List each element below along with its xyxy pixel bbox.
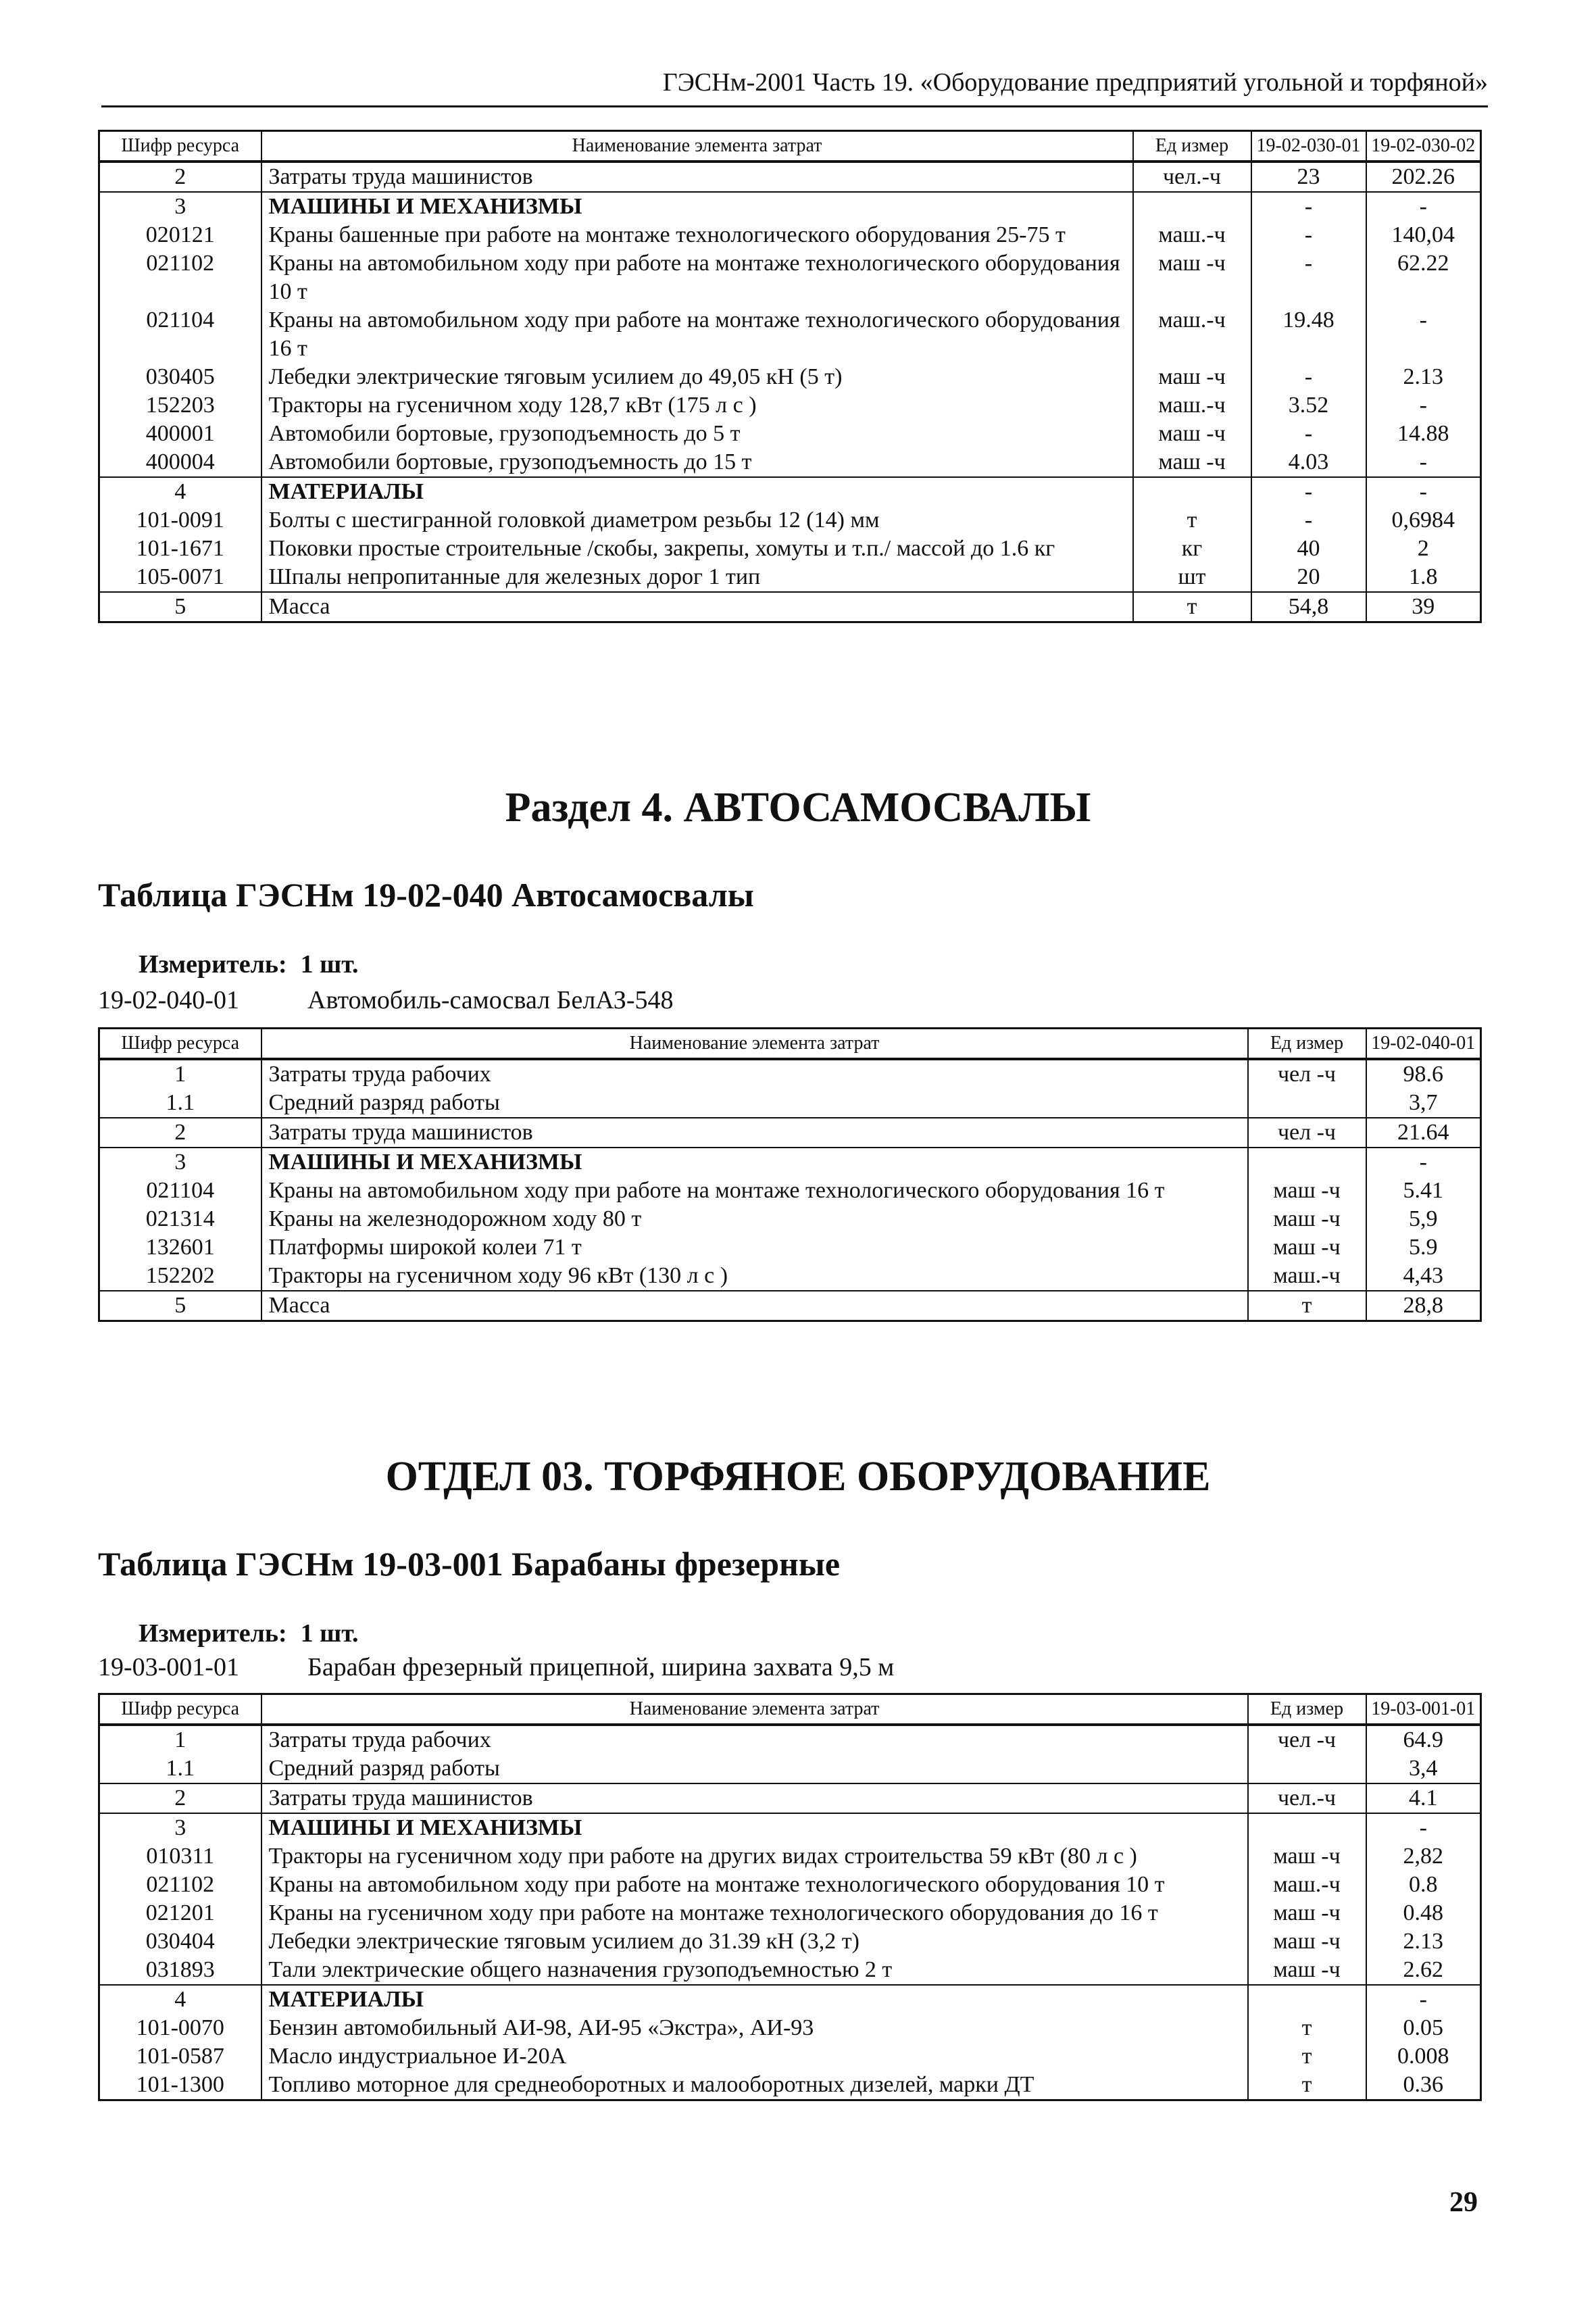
resource-unit: маш -ч bbox=[1248, 1899, 1366, 1927]
header-norm-1: 19-02-040-01 bbox=[1366, 1029, 1481, 1060]
resource-code: 2 bbox=[99, 162, 261, 192]
resource-name: МАТЕРИАЛЫ bbox=[261, 1985, 1248, 2014]
table-row bbox=[99, 1899, 1481, 1927]
resource-unit: маш.-ч bbox=[1133, 391, 1251, 420]
value-norm-2: 140,04 bbox=[1366, 221, 1481, 249]
table-row bbox=[99, 1985, 1481, 2014]
resource-name: Лебедки электрические тяговым усилием до 49,05 кН (5 т) bbox=[261, 363, 1133, 391]
value-norm-2: 0,6984 bbox=[1366, 506, 1481, 535]
resource-unit: т bbox=[1248, 1291, 1366, 1321]
norm-line bbox=[98, 985, 674, 1015]
value-norm-2: 14.88 bbox=[1366, 420, 1481, 448]
meter-line bbox=[139, 1619, 359, 1648]
header-name: Наименование элемента затрат bbox=[261, 1694, 1248, 1725]
table-row bbox=[99, 1262, 1481, 1291]
value-norm-1: - bbox=[1366, 1148, 1481, 1177]
resource-code: 105-0071 bbox=[99, 563, 261, 592]
resource-unit bbox=[1133, 192, 1251, 221]
resource-code: 021314 bbox=[99, 1205, 261, 1233]
value-norm-1: 2.13 bbox=[1366, 1927, 1481, 1956]
resource-name: Краны на автомобильном ходу при работе на монтаже технологического оборудования 10 т bbox=[261, 1871, 1248, 1899]
resource-name: МАШИНЫ И МЕХАНИЗМЫ bbox=[261, 192, 1133, 221]
resource-code: 030405 bbox=[99, 363, 261, 391]
resource-unit bbox=[1248, 1089, 1366, 1118]
value-norm-2: - bbox=[1366, 306, 1481, 363]
value-norm-2: - bbox=[1366, 391, 1481, 420]
table-row bbox=[99, 1089, 1481, 1118]
table-row bbox=[99, 306, 1481, 363]
table-row bbox=[99, 563, 1481, 592]
resource-code: 5 bbox=[99, 1291, 261, 1321]
header-unit: Ед измер bbox=[1248, 1694, 1366, 1725]
value-norm-1: 3,7 bbox=[1366, 1089, 1481, 1118]
resource-name: Бензин автомобильный АИ-98, АИ-95 «Экстра», АИ-93 bbox=[261, 2014, 1248, 2042]
resource-unit: маш -ч bbox=[1133, 448, 1251, 477]
header-norm-1: 19-02-030-01 bbox=[1251, 131, 1366, 162]
resource-name: Тали электрические общего назначения грузоподъемностью 2 т bbox=[261, 1956, 1248, 1985]
meter-line bbox=[139, 950, 359, 979]
value-norm-1: 98.6 bbox=[1366, 1059, 1481, 1089]
header-unit: Ед измер bbox=[1133, 131, 1251, 162]
resource-unit: маш -ч bbox=[1248, 1177, 1366, 1205]
header-code: Шифр ресурса bbox=[99, 1694, 261, 1725]
resource-code: 101-1300 bbox=[99, 2071, 261, 2100]
meter-label: Измеритель: bbox=[139, 950, 287, 979]
resource-unit bbox=[1248, 1813, 1366, 1842]
resource-name: Тракторы на гусеничном ходу 128,7 кВт (175 л с ) bbox=[261, 391, 1133, 420]
resource-name: Автомобили бортовые, грузоподъемность до 5 т bbox=[261, 420, 1133, 448]
table-row bbox=[99, 1059, 1481, 1089]
value-norm-1: 0.05 bbox=[1366, 2014, 1481, 2042]
resource-name: Поковки простые строительные /скобы, закрепы, хомуты и т.п./ массой до 1.6 кг bbox=[261, 535, 1133, 563]
meter-label: Измеритель: bbox=[139, 1619, 287, 1648]
resource-code: 020121 bbox=[99, 221, 261, 249]
value-norm-1: 5.41 bbox=[1366, 1177, 1481, 1205]
resource-unit: т bbox=[1248, 2014, 1366, 2042]
value-norm-1: 40 bbox=[1251, 535, 1366, 563]
resource-code: 3 bbox=[99, 1148, 261, 1177]
resource-unit: кг bbox=[1133, 535, 1251, 563]
value-norm-1: 54,8 bbox=[1251, 592, 1366, 622]
value-norm-1: 0.008 bbox=[1366, 2042, 1481, 2071]
resource-unit: т bbox=[1133, 506, 1251, 535]
value-norm-2: 62.22 bbox=[1366, 249, 1481, 306]
table-row bbox=[99, 1813, 1481, 1842]
resource-name: Масса bbox=[261, 1291, 1248, 1321]
table-row bbox=[99, 363, 1481, 391]
resource-code: 3 bbox=[99, 192, 261, 221]
table-row bbox=[99, 1177, 1481, 1205]
resource-unit: т bbox=[1248, 2042, 1366, 2071]
value-norm-1: - bbox=[1251, 506, 1366, 535]
value-norm-1: 0.36 bbox=[1366, 2071, 1481, 2100]
value-norm-1: - bbox=[1251, 420, 1366, 448]
resource-name: Краны на автомобильном ходу при работе на монтаже технологического оборудования 16 т bbox=[261, 1177, 1248, 1205]
resource-code: 021104 bbox=[99, 306, 261, 363]
norm-code: 19-03-001-01 bbox=[98, 1653, 239, 1681]
resource-name: Тракторы на гусеничном ходу 96 кВт (130 л с ) bbox=[261, 1262, 1248, 1291]
value-norm-1: - bbox=[1366, 1813, 1481, 1842]
resource-unit bbox=[1133, 477, 1251, 506]
resource-unit: маш -ч bbox=[1133, 363, 1251, 391]
meter-value: 1 шт. bbox=[300, 1619, 359, 1648]
resource-code: 030404 bbox=[99, 1927, 261, 1956]
resource-unit: чел.-ч bbox=[1133, 162, 1251, 192]
value-norm-2: - bbox=[1366, 192, 1481, 221]
value-norm-1: 5,9 bbox=[1366, 1205, 1481, 1233]
value-norm-1: 23 bbox=[1251, 162, 1366, 192]
table-row bbox=[99, 2042, 1481, 2071]
value-norm-1: - bbox=[1366, 1985, 1481, 2014]
header-name: Наименование элемента затрат bbox=[261, 1029, 1248, 1060]
resource-name: Масло индустриальное И-20А bbox=[261, 2042, 1248, 2071]
resource-code: 152202 bbox=[99, 1262, 261, 1291]
resource-unit bbox=[1248, 1148, 1366, 1177]
value-norm-1: 2,82 bbox=[1366, 1842, 1481, 1871]
resource-code: 5 bbox=[99, 592, 261, 622]
resource-name: Краны башенные при работе на монтаже технологического оборудования 25-75 т bbox=[261, 221, 1133, 249]
resource-unit: маш -ч bbox=[1248, 1927, 1366, 1956]
resource-unit: маш -ч bbox=[1248, 1842, 1366, 1871]
resource-unit: маш -ч bbox=[1133, 249, 1251, 306]
resource-name: Средний разряд работы bbox=[261, 1089, 1248, 1118]
table-row bbox=[99, 1956, 1481, 1985]
resource-unit: маш.-ч bbox=[1133, 306, 1251, 363]
value-norm-1: - bbox=[1251, 477, 1366, 506]
table-row bbox=[99, 1118, 1481, 1148]
table-row bbox=[99, 506, 1481, 535]
resource-unit: шт bbox=[1133, 563, 1251, 592]
table-row bbox=[99, 2014, 1481, 2042]
resource-code: 400004 bbox=[99, 448, 261, 477]
resource-code: 031893 bbox=[99, 1956, 261, 1985]
table-row bbox=[99, 1783, 1481, 1813]
table-row bbox=[99, 1205, 1481, 1233]
resource-name: Средний разряд работы bbox=[261, 1754, 1248, 1783]
resource-name: Лебедки электрические тяговым усилием до 31.39 кН (3,2 т) bbox=[261, 1927, 1248, 1956]
value-norm-1: 4.03 bbox=[1251, 448, 1366, 477]
value-norm-1: 0.8 bbox=[1366, 1871, 1481, 1899]
resource-name: Краны на автомобильном ходу при работе на монтаже технологического оборудования 16 т bbox=[261, 306, 1133, 363]
table-row bbox=[99, 249, 1481, 306]
value-norm-2: 2 bbox=[1366, 535, 1481, 563]
resource-name: Масса bbox=[261, 592, 1133, 622]
resource-name: Затраты труда машинистов bbox=[261, 162, 1133, 192]
value-norm-1: 64.9 bbox=[1366, 1725, 1481, 1754]
table-row bbox=[99, 420, 1481, 448]
resource-unit: т bbox=[1133, 592, 1251, 622]
table-row bbox=[99, 1871, 1481, 1899]
resource-unit: т bbox=[1248, 2071, 1366, 2100]
resource-name: Автомобили бортовые, грузоподъемность до 15 т bbox=[261, 448, 1133, 477]
resource-code: 2 bbox=[99, 1118, 261, 1148]
table-row bbox=[99, 477, 1481, 506]
resource-code: 132601 bbox=[99, 1233, 261, 1262]
running-head: ГЭСНм-2001 Часть 19. «Оборудование предприятий угольной и торфяной» bbox=[101, 68, 1488, 107]
value-norm-1: 4,43 bbox=[1366, 1262, 1481, 1291]
value-norm-1: 2.62 bbox=[1366, 1956, 1481, 1985]
resource-table-19-02-040 bbox=[98, 1027, 1482, 1322]
header-norm-2: 19-02-030-02 bbox=[1366, 131, 1481, 162]
value-norm-2: 1.8 bbox=[1366, 563, 1481, 592]
resource-name: МАШИНЫ И МЕХАНИЗМЫ bbox=[261, 1813, 1248, 1842]
header-unit: Ед измер bbox=[1248, 1029, 1366, 1060]
table-row bbox=[99, 391, 1481, 420]
resource-code: 1.1 bbox=[99, 1754, 261, 1783]
norm-line bbox=[98, 1652, 895, 1682]
resource-table-19-02-030 bbox=[98, 130, 1482, 623]
resource-name: Краны на железнодорожном ходу 80 т bbox=[261, 1205, 1248, 1233]
resource-code: 400001 bbox=[99, 420, 261, 448]
resource-unit bbox=[1248, 1754, 1366, 1783]
value-norm-1: 19.48 bbox=[1251, 306, 1366, 363]
resource-name: Затраты труда рабочих bbox=[261, 1725, 1248, 1754]
value-norm-1: - bbox=[1251, 249, 1366, 306]
resource-code: 3 bbox=[99, 1813, 261, 1842]
page-number: 29 bbox=[1449, 2187, 1478, 2218]
table-row bbox=[99, 1754, 1481, 1783]
meter-value: 1 шт. bbox=[300, 950, 359, 979]
resource-code: 1 bbox=[99, 1725, 261, 1754]
department-heading: ОТДЕЛ 03. ТОРФЯНОЕ ОБОРУДОВАНИЕ bbox=[385, 1454, 1211, 1500]
resource-name: Топливо моторное для среднеоборотных и малооборотных дизелей, марки ДТ bbox=[261, 2071, 1248, 2100]
resource-unit: маш -ч bbox=[1133, 420, 1251, 448]
table-row bbox=[99, 192, 1481, 221]
value-norm-1: 3,4 bbox=[1366, 1754, 1481, 1783]
table-row bbox=[99, 162, 1481, 192]
resource-name: МАШИНЫ И МЕХАНИЗМЫ bbox=[261, 1148, 1248, 1177]
resource-name: Затраты труда машинистов bbox=[261, 1118, 1248, 1148]
resource-name: МАТЕРИАЛЫ bbox=[261, 477, 1133, 506]
header-code: Шифр ресурса bbox=[99, 131, 261, 162]
resource-code: 021104 bbox=[99, 1177, 261, 1205]
value-norm-1: 3.52 bbox=[1251, 391, 1366, 420]
table-row bbox=[99, 535, 1481, 563]
value-norm-1: - bbox=[1251, 221, 1366, 249]
value-norm-1: 28,8 bbox=[1366, 1291, 1481, 1321]
table-row bbox=[99, 448, 1481, 477]
section-heading: Раздел 4. АВТОСАМОСВАЛЫ bbox=[505, 785, 1091, 831]
resource-name: Болты с шестигранной головкой диаметром резьбы 12 (14) мм bbox=[261, 506, 1133, 535]
table-row bbox=[99, 221, 1481, 249]
table-row bbox=[99, 592, 1481, 622]
resource-unit: маш.-ч bbox=[1133, 221, 1251, 249]
table-row bbox=[99, 1927, 1481, 1956]
table-row bbox=[99, 2071, 1481, 2100]
table-row bbox=[99, 1233, 1481, 1262]
norm-description: Автомобиль-самосвал БелАЗ-548 bbox=[307, 986, 674, 1014]
resource-code: 101-0587 bbox=[99, 2042, 261, 2071]
resource-name: Затраты труда рабочих bbox=[261, 1059, 1248, 1089]
table-title: Таблица ГЭСНм 19-03-001 Барабаны фрезерные bbox=[98, 1545, 841, 1583]
resource-unit: чел -ч bbox=[1248, 1059, 1366, 1089]
norm-description: Барабан фрезерный прицепной, ширина захвата 9,5 м bbox=[307, 1653, 895, 1681]
resource-name: Затраты труда машинистов bbox=[261, 1783, 1248, 1813]
resource-code: 021102 bbox=[99, 249, 261, 306]
resource-unit: чел.-ч bbox=[1248, 1783, 1366, 1813]
resource-unit: чел -ч bbox=[1248, 1118, 1366, 1148]
header-code: Шифр ресурса bbox=[99, 1029, 261, 1060]
value-norm-1: 20 bbox=[1251, 563, 1366, 592]
resource-code: 101-0091 bbox=[99, 506, 261, 535]
table-row bbox=[99, 1291, 1481, 1321]
table-row bbox=[99, 1725, 1481, 1754]
value-norm-2: - bbox=[1366, 448, 1481, 477]
resource-unit: маш.-ч bbox=[1248, 1871, 1366, 1899]
resource-code: 4 bbox=[99, 1985, 261, 2014]
value-norm-1: 5.9 bbox=[1366, 1233, 1481, 1262]
table-title: Таблица ГЭСНм 19-02-040 Автосамосвалы bbox=[98, 876, 754, 914]
value-norm-1: 21.64 bbox=[1366, 1118, 1481, 1148]
resource-unit: маш.-ч bbox=[1248, 1262, 1366, 1291]
resource-code: 101-1671 bbox=[99, 535, 261, 563]
resource-name: Тракторы на гусеничном ходу при работе на других видах строительства 59 кВт (80 л с ) bbox=[261, 1842, 1248, 1871]
resource-code: 101-0070 bbox=[99, 2014, 261, 2042]
value-norm-1: - bbox=[1251, 192, 1366, 221]
table-row bbox=[99, 1842, 1481, 1871]
resource-code: 152203 bbox=[99, 391, 261, 420]
table-row bbox=[99, 1148, 1481, 1177]
resource-unit: маш -ч bbox=[1248, 1233, 1366, 1262]
header-norm-1: 19-03-001-01 bbox=[1366, 1694, 1481, 1725]
resource-name: Краны на гусеничном ходу при работе на монтаже технологического оборудования до 16 т bbox=[261, 1899, 1248, 1927]
resource-code: 1.1 bbox=[99, 1089, 261, 1118]
value-norm-2: - bbox=[1366, 477, 1481, 506]
value-norm-2: 39 bbox=[1366, 592, 1481, 622]
resource-code: 021102 bbox=[99, 1871, 261, 1899]
resource-name: Краны на автомобильном ходу при работе на монтаже технологического оборудования 10 т bbox=[261, 249, 1133, 306]
resource-unit: чел -ч bbox=[1248, 1725, 1366, 1754]
norm-code: 19-02-040-01 bbox=[98, 986, 239, 1014]
resource-unit bbox=[1248, 1985, 1366, 2014]
value-norm-1: 0.48 bbox=[1366, 1899, 1481, 1927]
resource-table-19-03-001 bbox=[98, 1693, 1482, 2101]
resource-code: 010311 bbox=[99, 1842, 261, 1871]
header-name: Наименование элемента затрат bbox=[261, 131, 1133, 162]
resource-code: 021201 bbox=[99, 1899, 261, 1927]
resource-code: 4 bbox=[99, 477, 261, 506]
value-norm-1: 4.1 bbox=[1366, 1783, 1481, 1813]
resource-unit: маш -ч bbox=[1248, 1205, 1366, 1233]
resource-name: Шпалы непропитанные для железных дорог 1 тип bbox=[261, 563, 1133, 592]
resource-code: 1 bbox=[99, 1059, 261, 1089]
value-norm-2: 2.13 bbox=[1366, 363, 1481, 391]
resource-code: 2 bbox=[99, 1783, 261, 1813]
resource-unit: маш -ч bbox=[1248, 1956, 1366, 1985]
value-norm-1: - bbox=[1251, 363, 1366, 391]
resource-name: Платформы широкой колеи 71 т bbox=[261, 1233, 1248, 1262]
value-norm-2: 202.26 bbox=[1366, 162, 1481, 192]
